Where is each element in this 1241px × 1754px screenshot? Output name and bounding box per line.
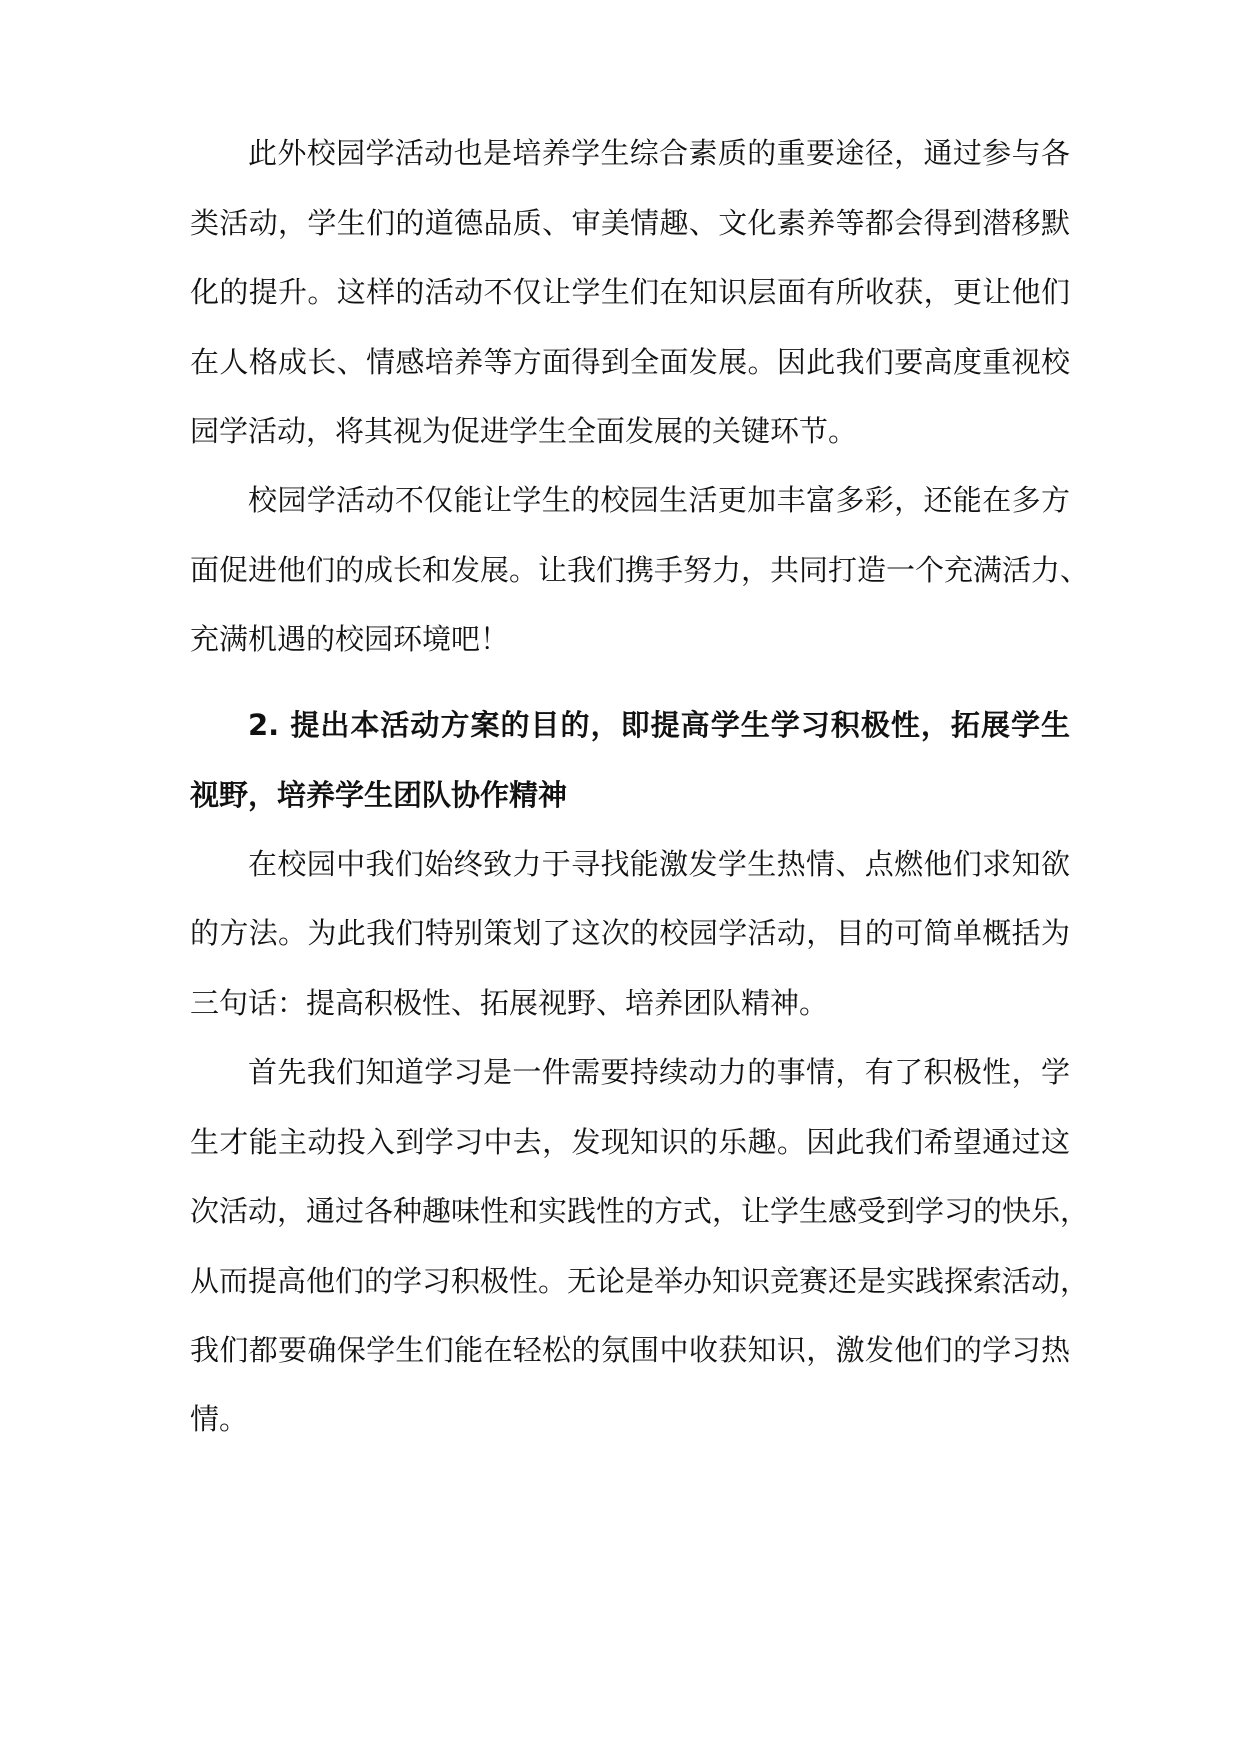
- paragraph-2-line-2: 面促进他们的成长和发展。让我们携手努力，共同打造一个充满活力、: [190, 553, 1090, 587]
- section-heading-line-2: 视野，培养学生团队协作精神: [190, 778, 568, 812]
- paragraph-4-line-6: 情。: [190, 1402, 249, 1436]
- paragraph-3-line-3: 三句话：提高积极性、拓展视野、培养团队精神。: [190, 986, 829, 1020]
- paragraph-2-line-3: 充满机遇的校园环境吧！: [190, 622, 510, 656]
- paragraph-1-line-5: 园学活动，将其视为促进学生全面发展的关键环节。: [190, 414, 858, 448]
- paragraph-1-line-1: 此外校园学活动也是培养学生综合素质的重要途径，通过参与各: [248, 136, 1070, 170]
- paragraph-1-line-2: 类活动，学生们的道德品质、审美情趣、文化素养等都会得到潜移默: [190, 206, 1070, 240]
- paragraph-3-line-1: 在校园中我们始终致力于寻找能激发学生热情、点燃他们求知欲: [248, 847, 1070, 881]
- paragraph-1-line-4: 在人格成长、情感培养等方面得到全面发展。因此我们要高度重视校: [190, 345, 1070, 379]
- paragraph-1-line-3: 化的提升。这样的活动不仅让学生们在知识层面有所收获，更让他们: [190, 275, 1070, 309]
- section-heading-line-1: 2. 提出本活动方案的目的，即提高学生学习积极性，拓展学生: [248, 708, 1070, 742]
- paragraph-4-line-3: 次活动，通过各种趣味性和实践性的方式，让学生感受到学习的快乐，: [190, 1194, 1090, 1228]
- paragraph-4-line-5: 我们都要确保学生们能在轻松的氛围中收获知识，激发他们的学习热: [190, 1333, 1070, 1367]
- paragraph-4-line-4: 从而提高他们的学习积极性。无论是举办知识竞赛还是实践探索活动，: [190, 1264, 1090, 1298]
- paragraph-2-line-1: 校园学活动不仅能让学生的校园生活更加丰富多彩，还能在多方: [248, 483, 1070, 517]
- paragraph-4-line-1: 首先我们知道学习是一件需要持续动力的事情，有了积极性，学: [248, 1055, 1070, 1089]
- paragraph-4-line-2: 生才能主动投入到学习中去，发现知识的乐趣。因此我们希望通过这: [190, 1125, 1070, 1159]
- paragraph-3-line-2: 的方法。为此我们特别策划了这次的校园学活动，目的可简单概括为: [190, 916, 1070, 950]
